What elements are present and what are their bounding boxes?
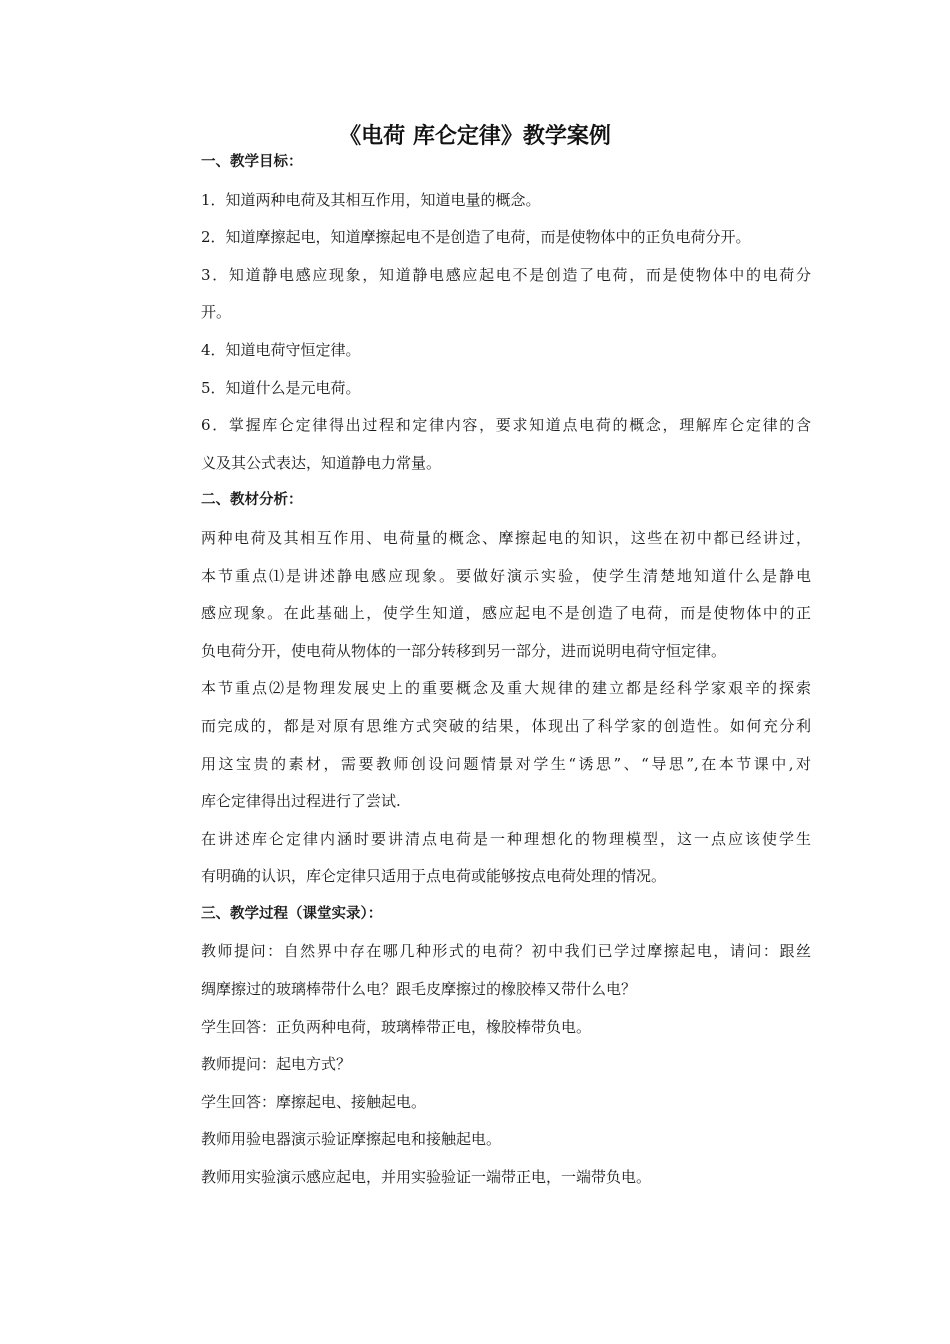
document-title: 《电荷 库仑定律》教学案例 (339, 123, 611, 149)
document-body (201, 150, 811, 1203)
text-line: 用这宝贵的素材，需要教师创设问题情景对学生“诱思”、“导思”,在本节课中,对 (201, 754, 811, 773)
text-line: 本节重点⑵是物理发展史上的重要概念及重大规律的建立都是经科学家艰辛的探索 (201, 679, 811, 698)
text-line: 开。 (201, 303, 232, 322)
text-line: 在讲述库仑定律内涵时要讲清点电荷是一种理想化的物理模型，这一点应该使学生 (201, 829, 811, 848)
text-line: 教师提问：起电方式？ (201, 1055, 352, 1074)
text-line: 教师用验电器演示验证摩擦起电和接触起电。 (201, 1130, 502, 1149)
text-line: 感应现象。在此基础上，使学生知道，感应起电不是创造了电荷，而是使物体中的正 (201, 604, 811, 623)
text-line: 两种电荷及其相互作用、电荷量的概念、摩擦起电的知识，这些在初中都已经讲过， (201, 528, 811, 547)
text-line: 义及其公式表达，知道静电力常量。 (201, 453, 442, 472)
text-line: 4．知道电荷守恒定律。 (201, 340, 361, 359)
text-line: 3．知道静电感应现象，知道静电感应起电不是创造了电荷，而是使物体中的电荷分 (201, 265, 811, 284)
text-line: 而完成的，都是对原有思维方式突破的结果，体现出了科学家的创造性。如何充分利 (201, 716, 811, 735)
section-heading: 一、教学目标： (201, 154, 303, 170)
text-line: 学生回答：摩擦起电、接触起电。 (201, 1092, 427, 1111)
section-heading: 三、教学过程（课堂实录）： (201, 905, 383, 922)
text-line: 教师提问：自然界中存在哪几种形式的电荷？初中我们已学过摩擦起电，请问：跟丝 (201, 942, 811, 961)
text-line: 5．知道什么是元电荷。 (201, 378, 361, 397)
text-line: 1．知道两种电荷及其相互作用，知道电量的概念。 (201, 190, 541, 209)
text-line: 库仑定律得出过程进行了尝试. (201, 792, 401, 811)
text-line: 学生回答：正负两种电荷，玻璃棒带正电，橡胶棒带负电。 (201, 1017, 592, 1036)
text-line: 教师用实验演示感应起电，并用实验验证一端带正电，一端带负电。 (201, 1168, 652, 1187)
text-line: 负电荷分开，使电荷从物体的一部分转移到另一部分，进而说明电荷守恒定律。 (201, 641, 727, 660)
text-line: 绸摩擦过的玻璃棒带什么电？跟毛皮摩擦过的橡胶棒又带什么电？ (201, 980, 637, 999)
text-line: 6．掌握库仑定律得出过程和定律内容，要求知道点电荷的概念，理解库仑定律的含 (201, 416, 811, 435)
text-line: 本节重点⑴是讲述静电感应现象。要做好演示实验，使学生清楚地知道什么是静电 (201, 566, 811, 585)
text-line: 有明确的认识，库仑定律只适用于点电荷或能够按点电荷处理的情况。 (201, 867, 667, 886)
section-heading: 二、教材分析： (201, 492, 303, 509)
text-line: 2．知道摩擦起电，知道摩擦起电不是创造了电荷，而是使物体中的正负电荷分开。 (201, 228, 751, 247)
